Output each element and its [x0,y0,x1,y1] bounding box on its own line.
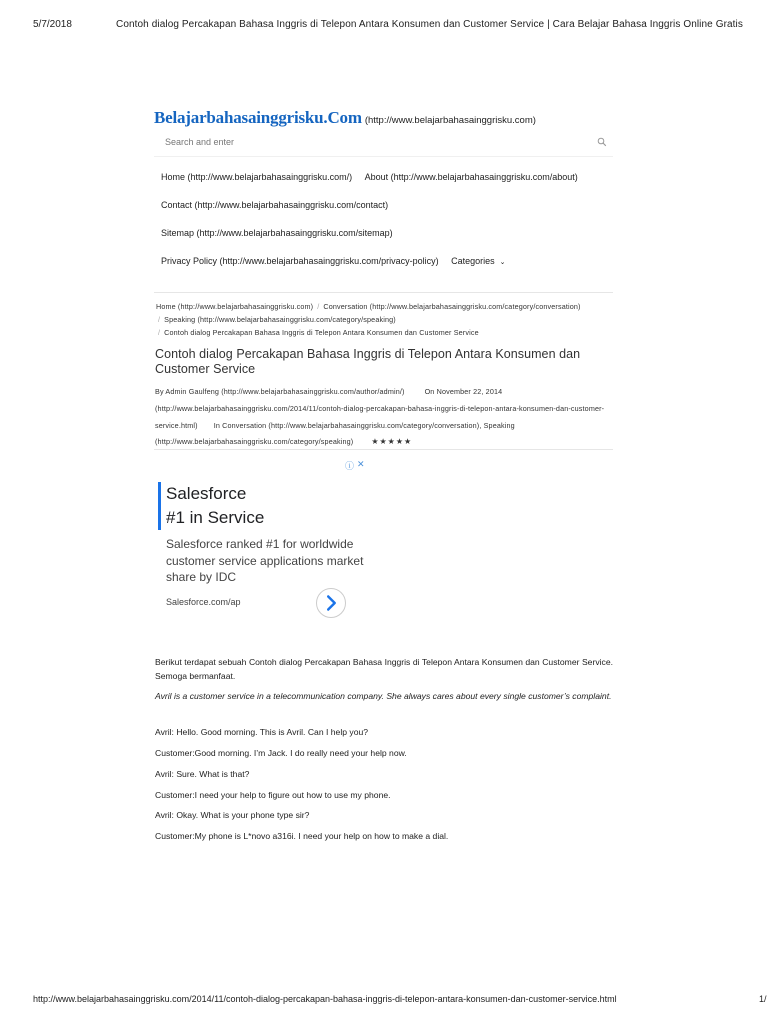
site-logo[interactable]: Belajarbahasainggrisku.Com [154,108,362,127]
nav-categories-dropdown[interactable] [451,256,505,266]
nav-row-4 [161,256,506,266]
nav-home-link[interactable]: Home (http://www.belajarbahasainggrisku.com/) [161,172,353,182]
nav-categories-label: Categories [451,256,495,266]
ad-headline-line-2: #1 in Service [166,508,265,527]
post-date: On November 22, 2014 [424,387,503,396]
dialog-line: Avril: Hello. Good morning. This is Avril. Can I help you? [155,727,369,737]
dialog-line: Avril: Sure. What is that? [155,769,250,779]
rating-stars[interactable]: ★★★★★ [371,437,413,447]
ad-display-url: Salesforce.com/ap [166,597,241,607]
search-bar [154,130,613,157]
dialog-line: Customer:My phone is L*novo a316i. I need your help on how to make a dial. [155,831,449,841]
breadcrumb-separator: / [317,302,320,311]
nav-divider [154,292,613,293]
ad-headline-line-1: Salesforce [166,484,247,503]
nav-row-1 [161,172,578,182]
intro-paragraph: Berikut terdapat sebuah Contoh dialog Percakapan Bahasa Inggris di Telepon Antara Konsumen dan Customer Service. Semoga bermanfaat. [155,657,613,681]
context-paragraph: Avril is a customer service in a telecommunication company. She always cares about every single customer’s complaint. [155,691,612,701]
site-logo-url: (http://www.belajarbahasainggrisku.com) [364,115,536,126]
breadcrumb-speaking[interactable]: Speaking (http://www.belajarbahasainggrisku.com/category/speaking) [164,315,396,324]
ad-accent-bar [158,482,161,530]
nav-row-2 [161,200,388,210]
print-page-number: 1/ [759,994,767,1004]
dialog-line: Customer:Good morning. I’m Jack. I do really need your help now. [155,748,407,758]
breadcrumb-separator: / [158,328,161,337]
print-footer-url: http://www.belajarbahasainggrisku.com/2014/11/contoh-dialog-percakapan-bahasa-inggris-di-telepon-antara-konsumen-dan-customer-service.html [33,994,617,1004]
speaking-category-link[interactable]: (http://www.belajarbahasainggrisku.com/category/speaking) [155,437,354,447]
nav-privacy-link[interactable]: Privacy Policy (http://www.belajarbahasainggrisku.com/privacy-policy) [161,256,439,266]
ad-description: Salesforce ranked #1 for worldwide customer service applications market share by IDC [166,537,364,584]
article-meta [155,384,610,451]
breadcrumb-separator: / [158,315,161,324]
breadcrumb [156,300,606,339]
chevron-down-icon: ⌄ [499,259,506,266]
permalink[interactable]: (http://www.belajarbahasainggrisku.com/2014/11/contoh-dialog-percakapan-bahasa-inggris-di-telepon-antara-konsumen-dan-customer-service.html) [155,403,605,430]
nav-row-3 [161,228,393,238]
adchoices-icon[interactable]: ⓘ [345,461,355,471]
article-title: Contoh dialog Percakapan Bahasa Inggris di Telepon Antara Konsumen dan Customer Service [155,347,581,376]
print-date: 5/7/2018 [33,19,72,30]
chevron-right-icon[interactable] [316,588,346,618]
nav-contact-link[interactable]: Contact (http://www.belajarbahasainggrisku.com/contact) [161,200,389,210]
nav-sitemap-link[interactable]: Sitemap (http://www.belajarbahasainggrisku.com/sitemap) [161,228,393,238]
breadcrumb-current: Contoh dialog Percakapan Bahasa Inggris di Telepon Antara Konsumen dan Customer Service [164,328,479,337]
dialog-line: Avril: Okay. What is your phone type sir? [155,810,310,820]
close-icon[interactable]: ✕ [357,459,365,469]
category-links[interactable]: In Conversation (http://www.belajarbahasainggrisku.com/category/conversation), Speaking [213,420,515,430]
author-link[interactable]: By Admin Gaulfeng (http://www.belajarbahasainggrisku.com/author/admin/) [155,387,405,396]
search-input[interactable] [165,137,565,147]
ad-headline [166,482,264,530]
breadcrumb-conversation[interactable]: Conversation (http://www.belajarbahasainggrisku.com/category/conversation) [323,302,581,311]
search-icon[interactable] [597,137,607,147]
salesforce-ad[interactable] [154,455,364,630]
breadcrumb-home[interactable]: Home (http://www.belajarbahasainggrisku.com) [156,302,314,311]
dialog-line: Customer:I need your help to figure out how to use my phone. [155,790,391,800]
print-page-title: Contoh dialog Percakapan Bahasa Inggris di Telepon Antara Konsumen dan Customer Service | Cara Belajar Bahasa Inggris Online Gratis [116,19,743,30]
nav-about-link[interactable]: About (http://www.belajarbahasainggrisku.com/about) [364,172,578,182]
meta-divider [154,449,613,450]
ad-choices[interactable] [345,459,365,472]
site-header [154,108,536,128]
